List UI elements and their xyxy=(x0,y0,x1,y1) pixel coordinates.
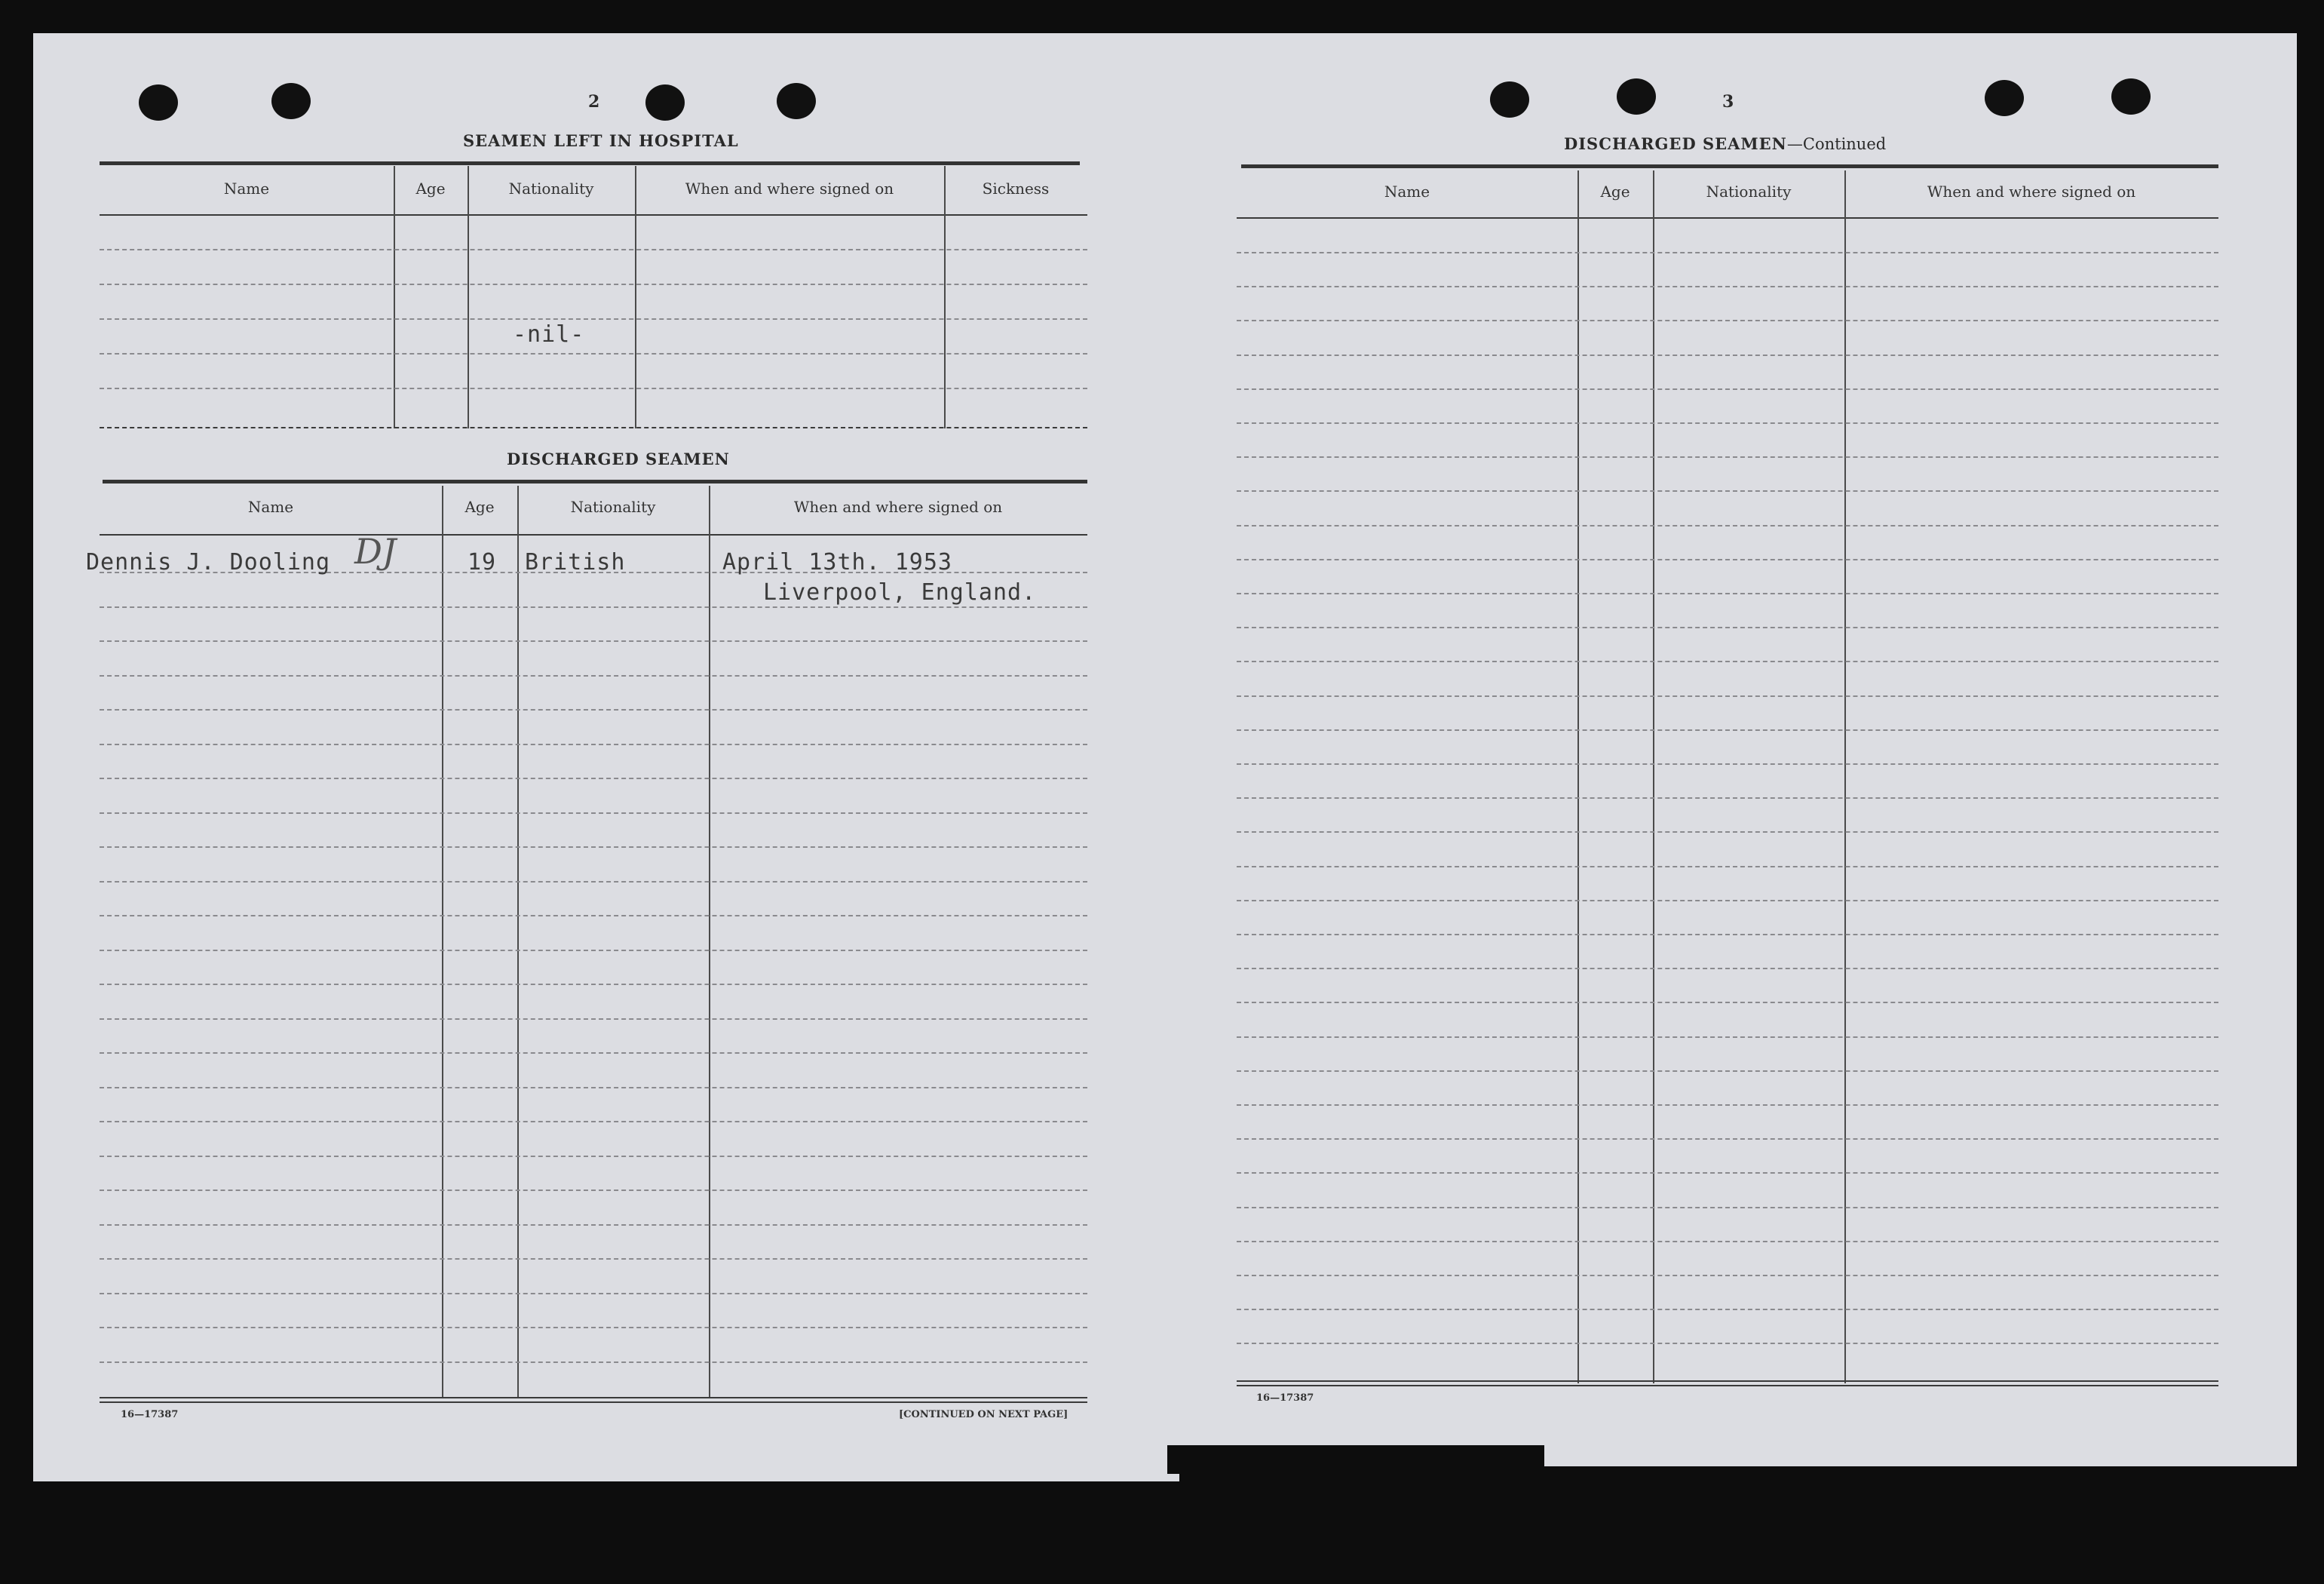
hospital-col-age: Age xyxy=(415,180,446,198)
entry-row-line xyxy=(100,812,1087,814)
entry-row-line xyxy=(1237,1002,2218,1003)
continued-note: [CONTINUED ON NEXT PAGE] xyxy=(899,1409,1068,1420)
punch-hole xyxy=(1617,78,1656,115)
punch-hole xyxy=(1490,81,1529,118)
seaman-name: Dennis J. Dooling xyxy=(86,549,331,576)
form-number: 16—17387 xyxy=(121,1409,179,1420)
rule xyxy=(103,480,1087,483)
entry-row-line xyxy=(1237,1070,2218,1072)
page-number: 2 xyxy=(588,92,600,112)
entry-row-line xyxy=(1237,456,2218,458)
entry-row-line xyxy=(1237,355,2218,356)
entry-row-line xyxy=(1237,422,2218,424)
entry-row-line xyxy=(100,318,1087,320)
title-suffix: —Continued xyxy=(1786,135,1887,153)
entry-row-line xyxy=(1237,1275,2218,1276)
hospital-col-sickness: Sickness xyxy=(982,180,1050,198)
entry-row-line xyxy=(1237,490,2218,492)
entry-row-line xyxy=(1237,525,2218,526)
entry-row-line xyxy=(100,1293,1087,1294)
entry-row-line xyxy=(1237,831,2218,833)
hospital-section-title: SEAMEN LEFT IN HOSPITAL xyxy=(463,131,739,150)
entry-row-line xyxy=(100,881,1087,883)
rule xyxy=(100,214,1087,216)
entry-row-line xyxy=(100,675,1087,677)
hospital-nil-entry: -nil- xyxy=(513,321,585,348)
column-divider xyxy=(1844,170,1846,1383)
rule xyxy=(100,1397,1087,1398)
entry-row-line xyxy=(1237,1104,2218,1106)
right-page xyxy=(1146,33,2297,1466)
entry-row-line xyxy=(1237,320,2218,321)
entry-row-line xyxy=(100,1327,1087,1328)
rule xyxy=(1241,164,2218,168)
left-page xyxy=(33,33,1179,1481)
discharged-continued-title xyxy=(1564,134,1886,153)
entry-row-line xyxy=(100,915,1087,916)
entry-row-line xyxy=(100,1018,1087,1020)
rule xyxy=(1237,1380,2218,1382)
punch-hole xyxy=(271,83,311,119)
entry-row-line xyxy=(100,1190,1087,1191)
entry-row-line xyxy=(1237,968,2218,969)
entry-row-line xyxy=(1237,559,2218,560)
entry-row-line xyxy=(1237,1309,2218,1310)
entry-row-line xyxy=(1237,695,2218,697)
entry-row-line xyxy=(100,640,1087,642)
entry-row-line xyxy=(100,778,1087,779)
title-main: DISCHARGED SEAMEN xyxy=(1564,134,1787,153)
entry-row-line xyxy=(1237,900,2218,901)
entry-row-line xyxy=(100,284,1087,285)
discharged-col-nationality: Nationality xyxy=(570,498,656,516)
continued-col-nationality: Nationality xyxy=(1706,183,1792,201)
entry-row-line xyxy=(100,1121,1087,1122)
punch-hole xyxy=(777,83,816,119)
entry-row-line xyxy=(100,249,1087,250)
discharged-col-signed-on: When and where signed on xyxy=(793,498,1003,516)
entry-row-line xyxy=(1237,763,2218,765)
rule xyxy=(100,1401,1087,1403)
entry-row-line xyxy=(100,1258,1087,1260)
entry-row-line xyxy=(1237,797,2218,799)
punch-hole xyxy=(645,84,685,121)
entry-row-line xyxy=(100,606,1087,608)
entry-row-line xyxy=(1237,286,2218,287)
rule xyxy=(1237,1385,2218,1386)
punch-hole xyxy=(1985,80,2024,116)
entry-row-line xyxy=(1237,1172,2218,1174)
punch-hole xyxy=(139,84,178,121)
entry-row-line xyxy=(100,984,1087,985)
entry-row-line xyxy=(1237,1036,2218,1038)
seaman-signed-on-date: April 13th. 1953 xyxy=(722,549,952,576)
entry-row-line xyxy=(100,388,1087,389)
rule xyxy=(100,427,1087,428)
handwritten-initials: DJ xyxy=(354,531,397,572)
entry-row-line xyxy=(100,353,1087,355)
entry-row-line xyxy=(1237,1207,2218,1208)
discharged-col-age: Age xyxy=(464,498,495,516)
entry-row-line xyxy=(100,1361,1087,1363)
rule xyxy=(1237,217,2218,219)
page-number: 3 xyxy=(1722,92,1734,112)
entry-row-line xyxy=(1237,1343,2218,1344)
entry-row-line xyxy=(1237,627,2218,628)
seaman-age: 19 xyxy=(468,549,497,576)
hospital-col-nationality: Nationality xyxy=(508,180,594,198)
column-divider xyxy=(1653,170,1654,1383)
entry-row-line xyxy=(100,1156,1087,1157)
continued-col-signed-on: When and where signed on xyxy=(1927,183,2136,201)
entry-row-line xyxy=(100,846,1087,848)
entry-row-line xyxy=(1237,1241,2218,1242)
entry-row-line xyxy=(1237,729,2218,731)
discharged-section-title: DISCHARGED SEAMEN xyxy=(507,450,730,468)
entry-row-line xyxy=(100,950,1087,951)
entry-row-line xyxy=(1237,866,2218,867)
entry-row-line xyxy=(100,1087,1087,1088)
hospital-col-name: Name xyxy=(223,180,270,198)
discharged-col-name: Name xyxy=(247,498,294,516)
seaman-nationality: British xyxy=(525,549,626,576)
column-divider xyxy=(442,486,443,1398)
hospital-col-signed-on: When and where signed on xyxy=(685,180,894,198)
entry-row-line xyxy=(100,709,1087,711)
column-divider xyxy=(1577,170,1579,1383)
continued-col-age: Age xyxy=(1600,183,1630,201)
continued-col-name: Name xyxy=(1384,183,1430,201)
punch-hole xyxy=(2111,78,2151,115)
entry-row-line xyxy=(1237,661,2218,662)
entry-row-line xyxy=(100,744,1087,745)
entry-row-line xyxy=(1237,252,2218,253)
entry-row-line xyxy=(100,1224,1087,1226)
form-number: 16—17387 xyxy=(1256,1392,1314,1404)
entry-row-line xyxy=(100,1052,1087,1054)
seaman-signed-on-place: Liverpool, England. xyxy=(763,579,1037,606)
rule xyxy=(100,161,1080,165)
entry-row-line xyxy=(1237,1138,2218,1140)
column-divider xyxy=(709,486,710,1398)
column-divider xyxy=(517,486,519,1398)
page-gap-shadow xyxy=(1167,1445,1544,1474)
entry-row-line xyxy=(1237,593,2218,594)
entry-row-line xyxy=(1237,934,2218,935)
entry-row-line xyxy=(1237,388,2218,390)
rule xyxy=(100,534,1087,536)
